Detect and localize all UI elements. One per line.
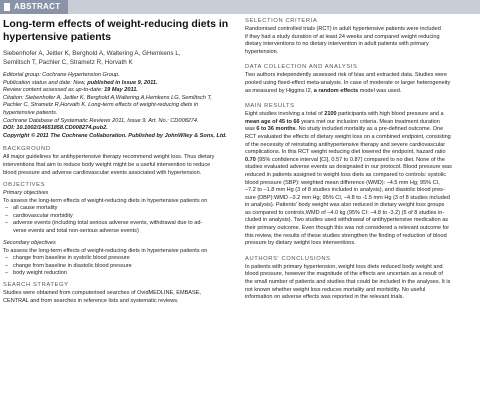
text-line: Randomised controlled trials (RCT) in adult hypertensive patients were included: [245, 26, 441, 32]
list-item-text: verse events and total non-serious adverse events): [13, 227, 139, 234]
text-line: hypertension.: [245, 48, 279, 55]
search-strategy-text: [3, 290, 235, 305]
text-line: Studies were obtained from computerised searches of OvidMEDLINE, EMBASE,: [3, 290, 201, 297]
text-line: the small number of patients and studies that could be included in the analyses. It is: [245, 279, 451, 286]
review-assessed: [3, 87, 235, 95]
main-results-section: [245, 103, 477, 248]
objectives-section: [3, 182, 235, 277]
doi[interactable]: DOI: 10.1002/14651858.CD008274.pub2.: [3, 125, 108, 132]
citation-line: Cochrane Database of Systematic Reviews 2011, Issue 9. Art. No.: CD008274.: [3, 117, 199, 124]
review-date: 19 May 2011.: [104, 87, 138, 94]
secondary-objectives-list: [3, 255, 235, 277]
authors-line: Semlitsch T, Pachler C, Strametz R, Horvath K: [3, 59, 133, 66]
text-line: as measured by Higgins I2,: [245, 87, 314, 94]
list-item: – all cause mortality: [13, 205, 235, 212]
emphasis: a random effects: [313, 87, 359, 94]
text-line: not known whether weight loss reduces mortality and morbidity. No useful: [245, 286, 426, 293]
text-line: pressure by dietary weight loss interventions.: [245, 240, 356, 247]
text-line: In patients with primary hypertension, weight loss diets reduced body weight and: [245, 263, 443, 270]
text-line: All major guidelines for antihypertensive therapy recommend weight loss. Thus dietary: [3, 154, 215, 161]
right-column: [245, 18, 477, 307]
search-strategy-section: [3, 282, 235, 305]
abstract-label: ABSTRACT: [14, 2, 61, 11]
text-line: blood pressure, however the magnitude of the effects are uncertain as a result of: [245, 271, 443, 278]
text-line: model was used.: [358, 87, 402, 94]
text-line: interventions that aim to reduce body weight might be a useful intervention to reduce: [3, 161, 211, 168]
list-item: – change from baseline in systolic blood pressure: [13, 255, 235, 262]
secondary-objectives-intro: To assess the long-term effects of weight-reducing diets in hypertensive patients on: [3, 247, 208, 254]
document-icon: [4, 3, 10, 11]
list-item: [13, 220, 235, 235]
section-heading: BACKGROUND: [3, 146, 51, 153]
copyright: Copyright © 2011 The Cochrane Collaboration. Published by JohnWiley & Sons, Ltd.: [3, 132, 227, 139]
background-section: [3, 146, 235, 177]
emphasis: mean age of 45 to 66: [245, 118, 300, 125]
text-line: pooled using fixed-effect meta-analysis. In case of moderate or larger heterogeneity: [245, 79, 451, 86]
left-column: [3, 18, 235, 311]
secondary-objectives-label: Secondary objectives: [3, 239, 56, 246]
text-line: participants with high blood pressure and a: [336, 111, 444, 118]
primary-objectives-label: Primary objectives: [3, 190, 49, 197]
selection-criteria-text: [245, 26, 477, 56]
text-line: Eight studies involving a total of: [245, 111, 325, 118]
status-date: published in Issue 9, 2011.: [87, 79, 158, 86]
title-line: Long-term effects of weight-reducing diets in: [3, 18, 229, 30]
editorial-group: Editorial group: Cochrane Hypertension Group.: [3, 72, 120, 78]
text-line: sure (DBP):WMD –3.2 mm Hg; 95% CI, –4.8 to -1.5 mm Hg (3 of 8 studies included: [245, 194, 451, 201]
section-heading: SEARCH STRATEGY: [3, 282, 69, 289]
emphasis: 0.70: [245, 156, 256, 163]
background-text: [3, 154, 235, 177]
text-line: of the necessity of reinstating antihypertensive therapy and severe cardiovascular: [245, 141, 446, 148]
publication-metadata: [3, 72, 235, 140]
author-list: [3, 49, 235, 67]
text-line: cluded in analysis). Two studies used withdrawal of antihypertensive medication as: [245, 217, 449, 224]
citation-line: Pachler C, Strametz R,Horvath K. Long-term effects of weight-reducing diets in: [3, 102, 199, 109]
citation-line: hypertensive patients.: [3, 109, 58, 116]
citation-line: Citation: Siebenhofer A, Jeitler K, Berghold A,Waltering A,Hemkens LG, Semlitsch T,: [3, 94, 212, 101]
data-collection-section: [245, 64, 477, 95]
list-item: – cardiovascular morbidity: [13, 213, 235, 220]
list-item: – body weight reduction: [13, 270, 235, 277]
text-line: as compared to controls,WMD of –4.0 kg (95% CI: –4.8 to -3.2) (5 of 8 studies in-: [245, 209, 445, 216]
list-item-text: adverse events (including total serious adverse events, withdrawal due to ad-: [13, 220, 203, 227]
text-line: . No study included mortality as a pre-defined outcome. One: [295, 126, 444, 133]
text-line: studies evaluated adverse events as designated in our protocol. Blood pressure was: [245, 164, 452, 171]
text-line: their primary outcome. Even though this was not considered a relevant outcome for: [245, 225, 450, 232]
text-line: complications. In this RCT weight reducing diet lowered the endpoint, hazard ratio: [245, 149, 446, 156]
text-line: (95% confidence interval [CI], 0.57 to 0.87) compared to no diet. None of the: [255, 156, 445, 163]
primary-objectives-list: [3, 205, 235, 235]
article-title: [3, 18, 235, 44]
text-line: in analysis). Patients' body weight was also reduced in dietary weight loss groups: [245, 202, 445, 209]
emphasis: 6 to 36 months: [256, 126, 296, 133]
text-line: reduced in patients assigned to weight loss diets as compared to controls: systolic: [245, 171, 447, 178]
selection-criteria-section: [245, 18, 477, 56]
text-line: if they had a study duration of at least 24 weeks and compared weight reducing: [245, 33, 440, 40]
list-item: – change from baseline in diastolic blood pressure: [13, 263, 235, 270]
data-collection-text: [245, 72, 477, 95]
review-prefix: Review content assessed as up-to-date:: [3, 87, 105, 94]
text-line: blood pressure and adverse cardiovascular events associated with hypertension.: [3, 169, 202, 176]
abstract-tab: [0, 0, 68, 14]
publication-status: [3, 80, 235, 88]
text-line: years met our inclusion criteria. Mean treatment duration: [299, 118, 440, 125]
section-heading: DATA COLLECTION AND ANALYSIS: [245, 64, 358, 71]
text-line: Two authors independently assessed risk of bias and extracted data. Studies were: [245, 72, 447, 79]
emphasis: 2100: [324, 111, 337, 118]
abstract-header-bar: [0, 0, 480, 14]
text-line: this review, the results of these studies strengthen the finding of reduction of blood: [245, 232, 447, 239]
title-line: hypertensive patients: [3, 31, 111, 43]
section-heading: SELECTION CRITERIA: [245, 18, 318, 24]
authors-conclusions-text: [245, 264, 477, 302]
text-line: blood pressure (SBP): weighted mean difference (WMD): –4.5 mm Hg; 95% CI,: [245, 179, 440, 186]
section-heading: OBJECTIVES: [3, 182, 46, 189]
status-prefix: Publication status and date: New,: [3, 79, 88, 86]
authors-line: Siebenhofer A, Jeitler K, Berghold A, Waltering A, GHemkens L,: [3, 50, 181, 57]
primary-objectives-intro: To assess the long-term effects of weight-reducing diets in hypertensive patients on: [3, 197, 208, 204]
section-heading: MAIN RESULTS: [245, 103, 295, 110]
text-line: RCT evaluated the effects of dietary weight loss on a combined endpoint, consisting: [245, 133, 451, 140]
section-heading: AUTHORS' CONCLUSIONS: [245, 255, 331, 262]
text-line: –7.2 to –1.8 mm Hg (3 of 8 studies included in analysis), and diastolic blood pres-: [245, 187, 445, 194]
main-results-text: [245, 111, 477, 248]
text-line: dietary interventions to no dietary intervention in adult patients with primary: [245, 41, 429, 48]
text-line: information on adverse effects was reported in the relevant trials.: [245, 294, 404, 301]
authors-conclusions-section: [245, 256, 477, 302]
text-line: CENTRAL and from searches in reference lists and systematic reviews.: [3, 297, 179, 304]
text-line: was: [245, 126, 257, 133]
